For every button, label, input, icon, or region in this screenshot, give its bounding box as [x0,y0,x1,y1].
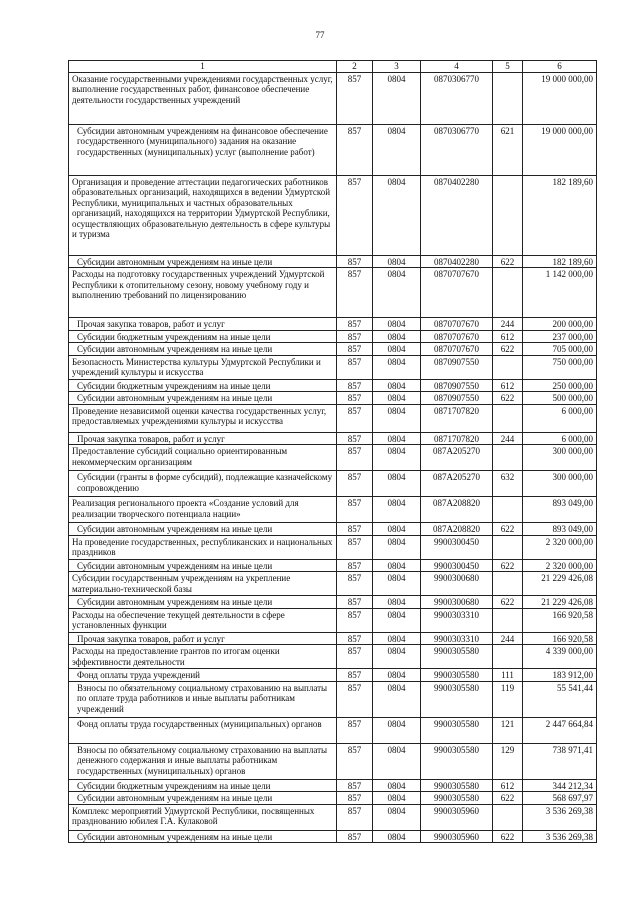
row-section-cell: 0804 [373,355,421,379]
row-chapter-cell: 857 [337,669,373,682]
table-row [69,596,597,609]
table-row [69,318,597,331]
row-target-article-cell: 087А208820 [421,497,493,523]
row-name-cell: Фонд оплаты труда государственных (муниципальных) органов [69,717,337,743]
row-chapter-cell: 857 [337,124,373,175]
row-target-article-cell: 9900305580 [421,645,493,669]
row-section-cell: 0804 [373,608,421,632]
row-chapter-cell: 857 [337,572,373,596]
row-sum-cell: 3 536 269,38 [523,804,597,830]
row-sum-cell: 1 142 000,00 [523,268,597,318]
row-target-article-cell: 0870707670 [421,343,493,356]
row-target-article-cell: 9900300450 [421,559,493,572]
table-row [69,830,597,843]
header-col-6: 6 [523,61,597,73]
table-row [69,404,597,432]
row-target-article-cell: 9900305580 [421,681,493,717]
row-target-article-cell: 9900305580 [421,743,493,779]
row-section-cell: 0804 [373,804,421,830]
row-sum-cell: 893 049,00 [523,497,597,523]
row-target-article-cell: 0870306770 [421,72,493,124]
table-row [69,669,597,682]
row-expense-type-cell [493,355,523,379]
row-target-article-cell: 0871707820 [421,432,493,445]
table-row [69,792,597,805]
row-chapter-cell: 857 [337,343,373,356]
row-target-article-cell: 9900305580 [421,717,493,743]
row-sum-cell: 55 541,44 [523,681,597,717]
row-sum-cell: 300 000,00 [523,471,597,497]
row-section-cell: 0804 [373,792,421,805]
row-chapter-cell: 857 [337,471,373,497]
row-expense-type-cell: 621 [493,124,523,175]
table-row [69,523,597,536]
row-expense-type-cell: 622 [493,523,523,536]
row-sum-cell: 166 920,58 [523,608,597,632]
row-expense-type-cell [493,608,523,632]
row-name-cell: Расходы на обеспечение текущей деятельности в сфере установленных функции [69,608,337,632]
row-name-cell: Оказание государственными учреждениями государственных услуг, выполнение государственных работ, финансовое обеспечение деятельности государственных учреждений [69,72,337,124]
row-name-cell: Безопасность Министерства культуры Удмуртской Республики и учреждений культуры и искусства [69,355,337,379]
table-row [69,330,597,343]
row-chapter-cell: 857 [337,330,373,343]
row-name-cell: Предоставление субсидий социально ориентированным некоммерческим организациям [69,445,337,471]
row-target-article-cell: 9900303310 [421,632,493,645]
row-section-cell: 0804 [373,681,421,717]
row-expense-type-cell: 632 [493,471,523,497]
row-expense-type-cell: 622 [493,343,523,356]
row-target-article-cell: 9900305580 [421,779,493,792]
row-target-article-cell: 9900305580 [421,669,493,682]
row-section-cell: 0804 [373,268,421,318]
row-expense-type-cell [493,72,523,124]
row-sum-cell: 2 447 664,84 [523,717,597,743]
row-section-cell: 0804 [373,379,421,392]
row-name-cell: Субсидии автономным учреждениям на финансовое обеспечение государственного (муниципального) задания на оказание государственных (муниципальных) услуг (выполнение работ) [69,124,337,175]
row-name-cell: Субсидии автономным учреждениям на иные цели [69,255,337,268]
header-col-5: 5 [493,61,523,73]
row-sum-cell: 182 189,60 [523,175,597,255]
row-sum-cell: 2 320 000,00 [523,559,597,572]
page-number: 77 [315,30,325,40]
row-expense-type-cell [493,445,523,471]
table-row [69,497,597,523]
row-section-cell: 0804 [373,669,421,682]
row-expense-type-cell [493,268,523,318]
row-chapter-cell: 857 [337,559,373,572]
row-expense-type-cell: 244 [493,632,523,645]
row-chapter-cell: 857 [337,804,373,830]
table-header-row [69,61,597,73]
row-section-cell: 0804 [373,432,421,445]
table-row [69,804,597,830]
row-chapter-cell: 857 [337,175,373,255]
table-row [69,743,597,779]
row-sum-cell: 500 000,00 [523,392,597,405]
row-target-article-cell: 9900300680 [421,596,493,609]
row-expense-type-cell [493,404,523,432]
row-expense-type-cell: 622 [493,559,523,572]
table-row [69,124,597,175]
table-row [69,255,597,268]
row-expense-type-cell: 622 [493,255,523,268]
row-sum-cell: 738 971,41 [523,743,597,779]
table-row [69,72,597,124]
row-chapter-cell: 857 [337,445,373,471]
row-target-article-cell: 0870907550 [421,379,493,392]
row-name-cell: Субсидии автономным учреждениям на иные цели [69,392,337,405]
row-target-article-cell: 087А208820 [421,523,493,536]
row-target-article-cell: 0870707670 [421,268,493,318]
row-name-cell: Реализация регионального проекта «Создание условий для реализации творческого потенциала нации» [69,497,337,523]
table-row [69,608,597,632]
row-chapter-cell: 857 [337,355,373,379]
row-section-cell: 0804 [373,124,421,175]
row-name-cell: Субсидии бюджетным учреждениям на иные цели [69,779,337,792]
row-sum-cell: 300 000,00 [523,445,597,471]
row-name-cell: Взносы по обязательному социальному страхованию на выплаты денежного содержания и иные выплаты работникам государственных (муниципальных) органов [69,743,337,779]
table-row [69,175,597,255]
row-target-article-cell: 087А205270 [421,445,493,471]
row-chapter-cell: 857 [337,681,373,717]
table-row [69,645,597,669]
row-name-cell: Взносы по обязательному социальному страхованию на выплаты по оплате труда работников и иные выплаты работникам учреждений [69,681,337,717]
row-chapter-cell: 857 [337,608,373,632]
row-expense-type-cell: 622 [493,596,523,609]
row-name-cell: Фонд оплаты труда учреждений [69,669,337,682]
row-sum-cell: 6 000,00 [523,432,597,445]
row-sum-cell: 344 212,34 [523,779,597,792]
row-section-cell: 0804 [373,559,421,572]
row-target-article-cell: 0870707670 [421,318,493,331]
row-name-cell: Прочая закупка товаров, работ и услуг [69,432,337,445]
row-chapter-cell: 857 [337,72,373,124]
row-chapter-cell: 857 [337,743,373,779]
row-name-cell: Субсидии автономным учреждениям на иные цели [69,792,337,805]
row-expense-type-cell: 612 [493,779,523,792]
row-target-article-cell: 9900303310 [421,608,493,632]
row-name-cell: Субсидии государственным учреждениям на укрепление материально-технической базы [69,572,337,596]
row-name-cell: Прочая закупка товаров, работ и услуг [69,632,337,645]
row-name-cell: Проведение независимой оценки качества государственных услуг, предоставляемых учреждениями культуры и искусства [69,404,337,432]
row-name-cell: На проведение государственных, республиканских и национальных праздников [69,535,337,559]
table-row [69,268,597,318]
row-chapter-cell: 857 [337,779,373,792]
table-row [69,471,597,497]
row-name-cell: Прочая закупка товаров, работ и услуг [69,318,337,331]
row-name-cell: Расходы на предоставление грантов по итогам оценки эффективности деятельности [69,645,337,669]
row-section-cell: 0804 [373,743,421,779]
table-row [69,559,597,572]
table-row [69,355,597,379]
row-expense-type-cell [493,175,523,255]
row-target-article-cell: 9900305960 [421,830,493,843]
row-chapter-cell: 857 [337,432,373,445]
row-section-cell: 0804 [373,343,421,356]
row-section-cell: 0804 [373,535,421,559]
row-section-cell: 0804 [373,318,421,331]
row-sum-cell: 19 000 000,00 [523,124,597,175]
header-col-1: 1 [69,61,337,73]
table-row [69,379,597,392]
table-row [69,717,597,743]
table-row [69,535,597,559]
row-name-cell: Субсидии автономным учреждениям на иные цели [69,343,337,356]
header-col-2: 2 [337,61,373,73]
row-section-cell: 0804 [373,392,421,405]
row-sum-cell: 21 229 426,08 [523,596,597,609]
row-sum-cell: 183 912,00 [523,669,597,682]
row-target-article-cell: 0870402280 [421,175,493,255]
row-expense-type-cell: 612 [493,330,523,343]
row-expense-type-cell: 121 [493,717,523,743]
row-chapter-cell: 857 [337,792,373,805]
row-name-cell: Субсидии бюджетным учреждениям на иные цели [69,379,337,392]
row-section-cell: 0804 [373,779,421,792]
row-expense-type-cell [493,804,523,830]
row-chapter-cell: 857 [337,268,373,318]
table-row [69,445,597,471]
row-sum-cell: 21 229 426,08 [523,572,597,596]
row-sum-cell: 893 049,00 [523,523,597,536]
row-target-article-cell: 9900305960 [421,804,493,830]
row-section-cell: 0804 [373,330,421,343]
row-chapter-cell: 857 [337,379,373,392]
row-expense-type-cell: 612 [493,379,523,392]
row-section-cell: 0804 [373,523,421,536]
table-row [69,681,597,717]
table-row [69,632,597,645]
row-expense-type-cell [493,645,523,669]
row-sum-cell: 568 697,97 [523,792,597,805]
row-chapter-cell: 857 [337,404,373,432]
row-target-article-cell: 0870707670 [421,330,493,343]
header-col-3: 3 [373,61,421,73]
row-name-cell: Субсидии автономным учреждениям на иные цели [69,523,337,536]
row-chapter-cell: 857 [337,392,373,405]
row-expense-type-cell [493,497,523,523]
row-sum-cell: 166 920,58 [523,632,597,645]
row-target-article-cell: 087А205270 [421,471,493,497]
row-section-cell: 0804 [373,445,421,471]
table-row [69,432,597,445]
row-section-cell: 0804 [373,175,421,255]
row-chapter-cell: 857 [337,255,373,268]
row-target-article-cell: 0870402280 [421,255,493,268]
row-target-article-cell: 9900300680 [421,572,493,596]
row-target-article-cell: 9900305580 [421,792,493,805]
table-row [69,572,597,596]
row-chapter-cell: 857 [337,830,373,843]
row-sum-cell: 750 000,00 [523,355,597,379]
row-expense-type-cell: 119 [493,681,523,717]
row-sum-cell: 182 189,60 [523,255,597,268]
row-chapter-cell: 857 [337,318,373,331]
header-col-4: 4 [421,61,493,73]
row-expense-type-cell: 244 [493,432,523,445]
row-target-article-cell: 9900300450 [421,535,493,559]
row-section-cell: 0804 [373,645,421,669]
row-section-cell: 0804 [373,404,421,432]
budget-table [68,60,597,843]
row-chapter-cell: 857 [337,535,373,559]
row-name-cell: Субсидии бюджетным учреждениям на иные цели [69,330,337,343]
row-target-article-cell: 0870306770 [421,124,493,175]
row-sum-cell: 4 339 000,00 [523,645,597,669]
row-name-cell: Комплекс мероприятий Удмуртской Республики, посвященных празднованию юбилея Г.А. Кулаковой [69,804,337,830]
row-name-cell: Субсидии автономным учреждениям на иные цели [69,596,337,609]
row-chapter-cell: 857 [337,596,373,609]
row-chapter-cell: 857 [337,497,373,523]
row-section-cell: 0804 [373,72,421,124]
row-sum-cell: 19 000 000,00 [523,72,597,124]
row-name-cell: Субсидии автономным учреждениям на иные цели [69,830,337,843]
row-target-article-cell: 0870907550 [421,392,493,405]
row-expense-type-cell: 111 [493,669,523,682]
row-target-article-cell: 0870907550 [421,355,493,379]
table-row [69,779,597,792]
row-sum-cell: 200 000,00 [523,318,597,331]
row-expense-type-cell: 622 [493,792,523,805]
row-section-cell: 0804 [373,572,421,596]
row-section-cell: 0804 [373,471,421,497]
row-target-article-cell: 0871707820 [421,404,493,432]
row-sum-cell: 2 320 000,00 [523,535,597,559]
row-chapter-cell: 857 [337,645,373,669]
row-expense-type-cell: 622 [493,392,523,405]
row-chapter-cell: 857 [337,632,373,645]
row-section-cell: 0804 [373,717,421,743]
row-sum-cell: 705 000,00 [523,343,597,356]
row-name-cell: Организация и проведение аттестации педагогических работников образовательных организаций, находящихся в ведении Удмуртской Республики, муниципальных и частных образовательных организаций, находящихся на территории Удмуртской Республики, осуществляющих образовательную деятельность в сфере культуры и туризма [69,175,337,255]
row-section-cell: 0804 [373,596,421,609]
row-expense-type-cell [493,572,523,596]
row-expense-type-cell: 622 [493,830,523,843]
row-name-cell: Расходы на подготовку государственных учреждений Удмуртской Республики к отопительному сезону, новому учебному году и выполнению требований по лицензированию [69,268,337,318]
row-sum-cell: 250 000,00 [523,379,597,392]
row-expense-type-cell: 244 [493,318,523,331]
row-sum-cell: 6 000,00 [523,404,597,432]
table-row [69,392,597,405]
row-name-cell: Субсидии автономным учреждениям на иные цели [69,559,337,572]
row-expense-type-cell [493,535,523,559]
row-section-cell: 0804 [373,497,421,523]
row-section-cell: 0804 [373,632,421,645]
table-row [69,343,597,356]
row-section-cell: 0804 [373,255,421,268]
row-section-cell: 0804 [373,830,421,843]
row-sum-cell: 237 000,00 [523,330,597,343]
row-name-cell: Субсидии (гранты в форме субсидий), подлежащие казначейскому сопровождению [69,471,337,497]
row-sum-cell: 3 536 269,38 [523,830,597,843]
row-chapter-cell: 857 [337,717,373,743]
row-chapter-cell: 857 [337,523,373,536]
row-expense-type-cell: 129 [493,743,523,779]
